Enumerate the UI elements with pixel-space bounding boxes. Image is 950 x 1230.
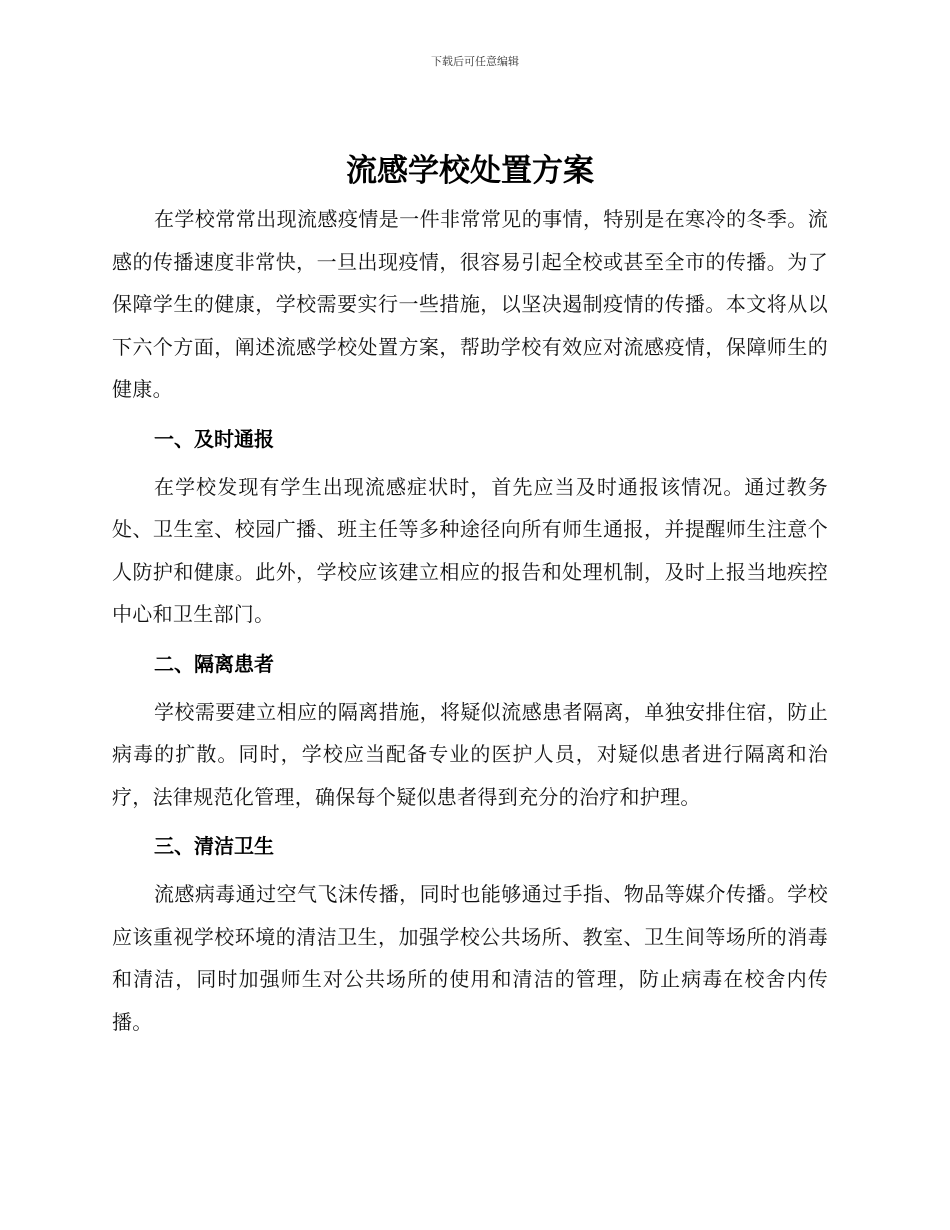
section-paragraph: 在学校发现有学生出现流感症状时，首先应当及时通报该情况。通过教务处、卫生室、校园广播、班主任等多种途径向所有师生通报，并提醒师生注意个人防护和健康。此外，学校应该建立相应的报告和处理机制，及时上报当地疾控中心和卫生部门。 [112, 474, 828, 626]
document-title: 流感学校处置方案 [346, 153, 594, 189]
page-header-note: 下载后可任意编辑 [431, 55, 519, 68]
section-paragraph: 学校需要建立相应的隔离措施，将疑似流感患者隔离，单独安排住宿，防止病毒的扩散。同时，学校应当配备专业的医护人员，对疑似患者进行隔离和治疗，法律规范化管理，确保每个疑似患者得到充分的治疗和护理。 [112, 699, 828, 809]
document-body [112, 148, 828, 1043]
section-heading: 二、隔离患者 [154, 651, 274, 676]
section-notify [112, 423, 828, 636]
section-heading: 三、清洁卫生 [154, 834, 274, 858]
section-paragraph: 流感病毒通过空气飞沫传播，同时也能够通过手指、物品等媒介传播。学校应该重视学校环境的清洁卫生，加强学校公共场所、教室、卫生间等场所的消毒和清洁，同时加强师生对公共场所的使用和清洁的管理，防止病毒在校舍内传播。 [112, 882, 828, 1034]
section-isolation [112, 648, 828, 819]
intro-paragraph: 在学校常常出现流感疫情是一件非常常见的事情，特别是在寒冷的冬季。流感的传播速度非常快，一旦出现疫情，很容易引起全校或甚至全市的传播。为了保障学生的健康，学校需要实行一些措施，以坚决遏制疫情的传播。本文将从以下六个方面，阐述流感学校处置方案，帮助学校有效应对流感疫情，保障师生的健康。 [112, 207, 828, 401]
section-hygiene [112, 830, 828, 1043]
section-heading: 一、及时通报 [154, 426, 274, 451]
